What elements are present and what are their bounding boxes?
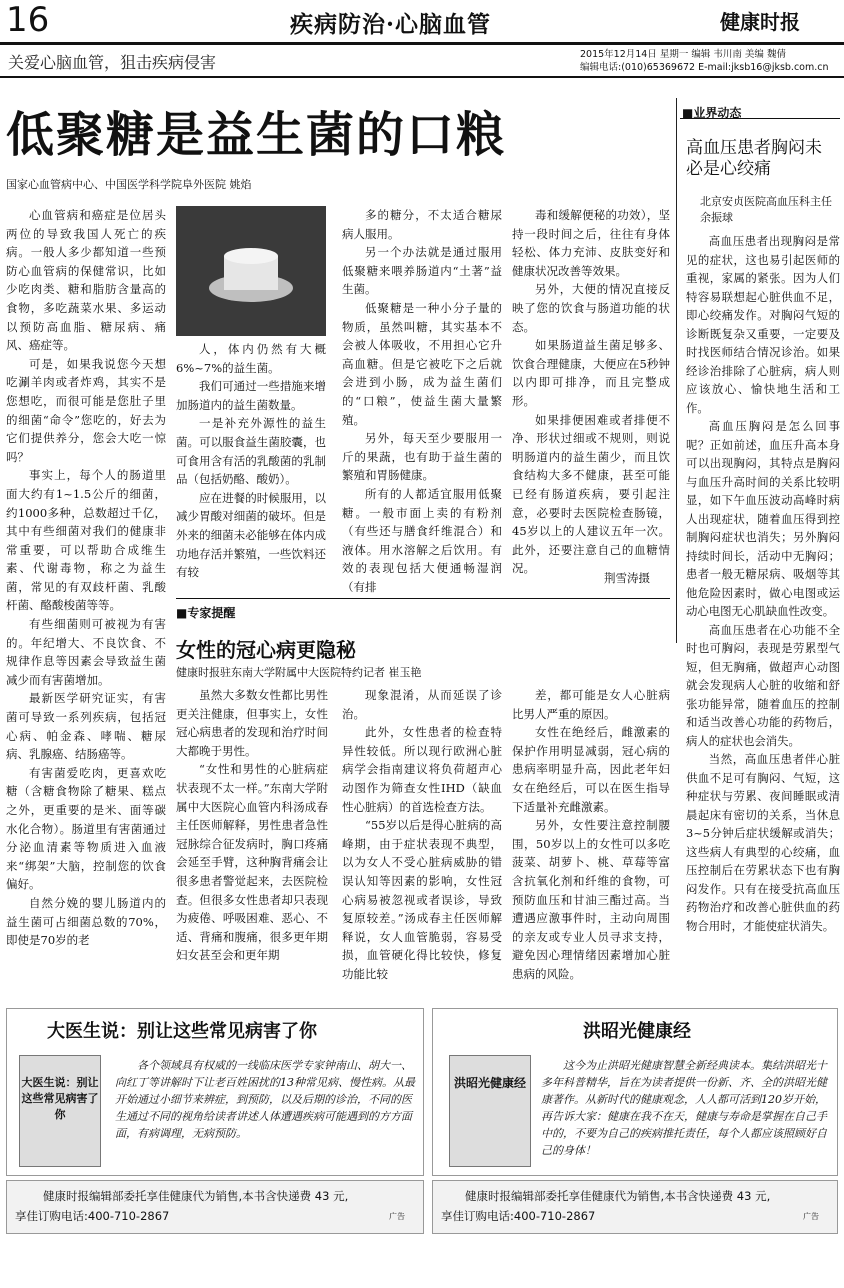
- page-number: 16: [6, 0, 50, 40]
- paragraph: 现象混淆，从而延误了诊治。: [342, 688, 502, 721]
- expert-section-label: ■专家提醒: [176, 606, 236, 620]
- motto-rule: [0, 76, 844, 78]
- book-cover-2-title: 洪昭光健康经: [453, 1076, 526, 1090]
- paragraph: 差，都可能是女人心脏病比男人严重的原因。: [512, 688, 670, 721]
- order-info-2-line1: 健康时报编辑部委托享佳健康代为销售,本书含快递费 43 元,: [465, 1189, 771, 1203]
- book-ad-1-title: 大医生说：别让这些常见病害了你: [47, 1021, 317, 1042]
- paragraph: 我们可通过一些措施来增加肠道内的益生菌数量。: [176, 379, 326, 412]
- expert-byline: 健康时报驻东南大学附属中大医院特约记者 崔玉艳: [176, 666, 422, 679]
- expert-headline: 女性的冠心病更隐秘: [176, 638, 356, 662]
- sidebar-byline: 北京安贞医院高血压科主任 余振球: [700, 195, 832, 224]
- article-photo: [176, 206, 326, 336]
- sidebar-section-label: ■业界动态: [682, 106, 742, 120]
- header-rule: [0, 42, 844, 45]
- book-cover-1-title: 大医生说：别让这些常见病害了你: [21, 1076, 99, 1121]
- ad-tag-1: 广告: [389, 1212, 405, 1221]
- contact-line: 编辑电话:(010)65369672 E-mail:jksb16@jksb.com.cn: [580, 62, 829, 73]
- photo-credit: 荆雪涛摄: [604, 571, 650, 585]
- paragraph: 心血管病和癌症是位居头两位的导致我国人死亡的疾病。一般人多少都知道一些预防心血管病的保健常识，比如少吃肉类、糖和脂肪含量高的食物，多吃蔬菜水果、多运动以预防高血脂、糖尿病、痛风、癌症等。: [6, 208, 166, 353]
- expert-column-1: [176, 686, 328, 965]
- paragraph: 另外，大便的情况直接反映了您的饮食与肠道功能的状态。: [512, 282, 670, 334]
- paragraph: 另一个办法就是通过服用低聚糖来喂养肠道内“土著”益生菌。: [342, 245, 502, 297]
- book-ad-1[interactable]: [6, 1008, 424, 1176]
- book-ad-1-description: 各个领域具有权威的一线临床医学专家钟南山、胡大一、向红丁等讲解时下让老百姓困扰的13种常见病、慢性病。从最开始通过小细节来辨症，到预防，以及后期的诊治，不同的医生通过不同的视角给读者讲述人体遭遇疾病可能遇到的方方面面，有病调理，无病预防。: [115, 1059, 415, 1140]
- paragraph: 如果肠道益生菌足够多、饮食合理健康，大便应在5秒钟以内即可排净，而且完整成形。: [512, 338, 670, 408]
- masthead-logo: 健康时报: [720, 10, 800, 34]
- paragraph: 可是，如果我说您今天想吃涮羊肉或者炸鸡，其实不是您想吃，而很可能是您肚子里的细菌“命令”您吃的，好去为它们提供养分，您会大吃一惊吗？: [6, 356, 166, 464]
- paragraph: 虽然大多数女性都比男性更关注健康，但事实上，女性冠心病患者的发现和治疗时间大都晚于男性。: [176, 688, 328, 758]
- sidebar-body: [686, 232, 840, 935]
- book-cover-1: [19, 1055, 101, 1167]
- date-line: 2015年12月14日 星期一 编辑 韦川南 美编 魏倩: [580, 49, 786, 60]
- paragraph: 当然，高血压患者伴心脏供血不足可有胸闷、气短，这种症状与劳累、夜间睡眠或清晨起床有密切的关系，当休息3~5分钟后症状缓解或消失；这些病人有典型的心绞痛，血压控制后在劳累状态下也有胸闷发作。只有在接受抗高血压药物治疗和改善心脏供血的药物合用时，才能使症状消失。: [686, 752, 840, 933]
- paragraph: 低聚糖是一种小分子量的物质，虽然叫糖，其实基本不会被人体吸收，不用担心它升高血糖。但是它被吃下之后就会进到小肠，成为益生菌们的“口粮”，使益生菌大量繁殖。: [342, 300, 502, 427]
- expert-column-3: [512, 686, 670, 984]
- main-byline: 国家心血管病中心、中国医学科学院阜外医院 姚焰: [6, 178, 252, 191]
- main-column-2: [176, 340, 326, 582]
- paragraph: 毒和缓解便秘的功效），坚持一段时间之后，往往有身体轻松、体力充沛、皮肤变好和健康状况改善等效果。: [512, 208, 670, 278]
- book-ad-2-description: 这今为止洪昭光健康智慧全新经典读本。集结洪昭光十多年科普精华，旨在为读者提供一份新、齐、全的洪昭光健康著作。从新时代的健康观念，人人都可活到120岁开始，再告诉大家：健康在我不在天，健康与寿命是掌握在自己手中的，不要为自己的疾病推托责任，每个人都应该照顾好自己的身体！: [541, 1059, 827, 1157]
- photo-illustration: [176, 206, 326, 336]
- paragraph: 高血压患者在心功能不全时也可胸闷，表现是劳累型气短，但无胸痛，做超声心动图就会发现病人心脏的收缩和舒张功能异常，随着血压的控制和适当改善心功能的药物后，病人的症状也会消失。: [686, 622, 840, 748]
- expert-rule: [176, 598, 670, 599]
- book-ad-2-title: 洪昭光健康经: [583, 1021, 691, 1042]
- sidebar-headline: 高血压患者胸闷未必是心绞痛: [686, 138, 822, 179]
- paragraph: 最新医学研究证实，有害菌可导致一系列疾病，包括冠心病、帕金森、哮喘、糖尿病、乳腺癌、结肠癌等。: [6, 691, 166, 762]
- paragraph: 另外，女性要注意控制腰围，50岁以上的女性可以多吃菠菜、胡萝卜、桃、草莓等富含抗氧化剂和纤维的食物，可预防血压和甘油三酯过高。当遭遇应激事件时，主动向周围的亲友或专业人员寻求支持，避免因心理情绪因素增加心脏患病的风险。: [512, 818, 670, 981]
- paragraph: 自然分娩的婴儿肠道内的益生菌可占细菌总数的70%，即使是70岁的老: [6, 895, 166, 948]
- paragraph: 所有的人都适宜服用低聚糖。一般市面上卖的有粉剂（有些还与膳食纤维混合）和液体。用水溶解之后饮用。有效的表现包括大便通畅湿润（有排: [342, 486, 502, 594]
- paragraph: 另外，每天至少要服用一斤的果蔬，也有助于益生菌的繁殖和胃肠健康。: [342, 431, 502, 483]
- paragraph: 如果排便困难或者排便不净、形状过细或不规则，则说明肠道内的益生菌少，而且饮食结构大多不健康，甚至可能已经有肠道疾病，要引起注意，必要时去医院检查肠镜，45岁以上的人建议五年一次。此外，还要注意自己的血糖情况。: [512, 412, 670, 576]
- book-cover-2: [449, 1055, 531, 1167]
- order-info-2: [432, 1180, 838, 1234]
- main-column-1: [6, 206, 166, 950]
- main-column-4: [512, 206, 670, 578]
- paragraph: 有些细菌则可被视为有害的。年纪增大、不良饮食、不规律作息等因素会导致益生菌减少而有害菌增加。: [6, 617, 166, 687]
- main-column-3: [342, 206, 502, 596]
- ad-tag-2: 广告: [803, 1212, 819, 1221]
- order-info-2-phone[interactable]: 享佳订购电话:400-710-2867: [441, 1209, 596, 1223]
- book-ad-2[interactable]: [432, 1008, 838, 1176]
- paragraph: “女性和男性的心脏病症状表现不太一样。”东南大学附属中大医院心血管内科汤成春主任医师解释，男性患者急性冠脉综合征发病时，胸口疼痛会延至手臂，这种胸背痛会让很多患者警觉起来，去医院检查。但很多女性患者却只表现为疲倦、呼吸困难、恶心、不适、背痛和腹痛，很多更年期妇女甚至会和更年期: [176, 762, 328, 963]
- order-info-1: [6, 1180, 424, 1234]
- paragraph: 多的糖分，不太适合糖尿病人服用。: [342, 208, 502, 241]
- order-info-1-line1: 健康时报编辑部委托享佳健康代为销售,本书含快递费 43 元,: [43, 1189, 349, 1203]
- expert-column-2: [342, 686, 502, 984]
- main-headline: 低聚糖是益生菌的口粮: [6, 107, 507, 163]
- paragraph: 有害菌爱吃肉，更喜欢吃糖（含糖食物除了糖果、糕点之外，更重要的是米、面等碳水化合物）。肠道里有害菌通过分泌血清素等物质进入血液来“绑架”大脑，控制您的饮食偏好。: [6, 765, 166, 892]
- paragraph: 一是补充外源性的益生菌。可以服食益生菌胶囊，也可食用含有活的乳酸菌的乳制品（包括奶酪、酸奶）。: [176, 416, 326, 487]
- paragraph: “55岁以后是得心脏病的高峰期，由于症状表现不典型，以为女人不受心脏病威胁的错误认知等因素的影响，女性冠心病易被忽视或者误诊，导致复原较差。”汤成春主任医师解释说，女人血管脆弱，容易受损，血管硬化得比较快，修复功能比较: [342, 818, 502, 981]
- paragraph: 高血压胸闷是怎么回事呢？正如前述，血压升高本身可以出现胸闷，其特点是胸闷与血压升高时间的关系比较明显，如下午血压波动高峰时病人出现症状，随着血压得到控制胸闷症状也消失；另外胸闷持续时间长，活动中无胸闷；患者一般无糖尿病、吸烟等其他危险因素时，做心电图或运动心电图无心肌缺血性改变。: [686, 419, 840, 618]
- date-info: [580, 48, 829, 74]
- paragraph: 此外，女性患者的检查特异性较低。所以现行欧洲心脏病学会指南建议将负荷超声心动图作为筛查女性IHD（缺血性心脏病）的首选检查方法。: [342, 725, 502, 814]
- paragraph: 事实上，每个人的肠道里面大约有1~1.5公斤的细菌，约1000多种，总数超过千亿，其中有些细菌对我们的健康非常重要，可以帮助合成维生素、代谢毒物，称之为益生菌，常见的有双歧杆菌、乳酸杆菌、酪酸梭菌等等。: [6, 468, 166, 613]
- order-info-1-phone[interactable]: 享佳订购电话:400-710-2867: [15, 1209, 170, 1223]
- section-title: 疾病防治·心脑血管: [290, 11, 492, 38]
- paragraph: 应在进餐的时候服用，以减少胃酸对细菌的破坏。但是外来的细菌未必能够在体内成功地存活并繁殖，一些饮料还有较: [176, 490, 326, 580]
- section-motto: 关爱心脑血管，狙击疾病侵害: [8, 53, 217, 72]
- sidebar-divider: [676, 98, 677, 643]
- paragraph: 女性在绝经后，雌激素的保护作用明显减弱，冠心病的患病率明显升高，因此老年妇女在绝经后，可以在医生指导下适量补充雌激素。: [512, 725, 670, 814]
- paragraph: 高血压患者出现胸闷是常见的症状，这也易引起医师的重视，家属的紧张。因为人们特容易联想起心脏供血不足，即心绞痛发作。对胸闷气短的诊断既复杂又重要，一定要及时找医师结合情况诊治。如果经诊治排除了心脏病，病人则应该放心、愉快地生活和工作。: [686, 234, 840, 415]
- paragraph: 人，体内仍然有大概6%~7%的益生菌。: [176, 342, 326, 375]
